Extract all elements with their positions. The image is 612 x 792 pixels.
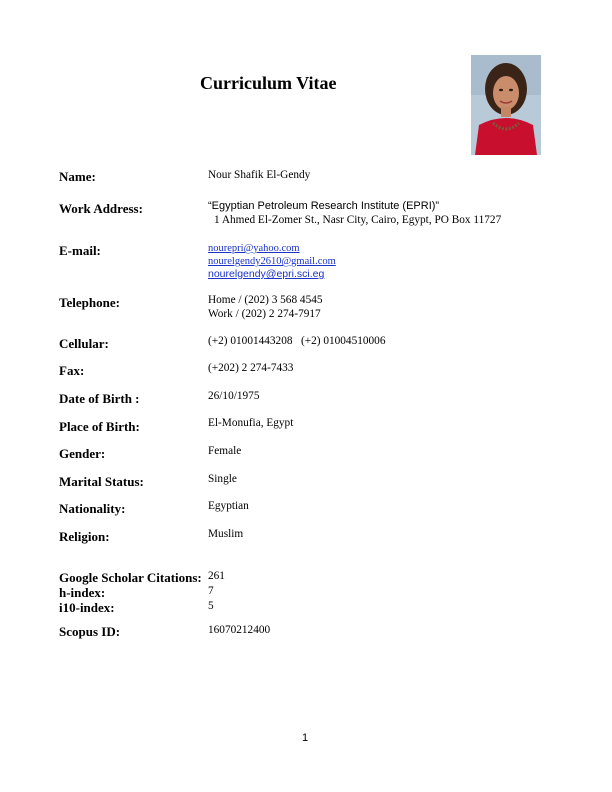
email-link-2[interactable]: nourelgendy2610@gmail.com bbox=[208, 256, 336, 267]
marital-label: Marital Status: bbox=[59, 474, 144, 489]
email-link-1[interactable]: nourepri@yahoo.com bbox=[208, 243, 300, 254]
nationality-value: Egyptian bbox=[208, 500, 249, 512]
email-label: E-mail: bbox=[59, 243, 101, 258]
page-title: Curriculum Vitae bbox=[200, 73, 337, 93]
work-address-line1: “Egyptian Petroleum Research Institute (EPRI)” bbox=[208, 200, 440, 212]
telephone-work: Work / (202) 2 274-7917 bbox=[208, 308, 321, 320]
name-label: Name: bbox=[59, 169, 96, 184]
citations-label: Google Scholar Citations: bbox=[59, 570, 202, 585]
dob-label: Date of Birth : bbox=[59, 391, 140, 406]
scopus-label: Scopus ID: bbox=[59, 624, 121, 639]
work-address-line2: 1 Ahmed El-Zomer St., Nasr City, Cairo, Egypt, PO Box 11727 bbox=[214, 214, 502, 226]
h-index-value: 7 bbox=[208, 585, 214, 597]
profile-photo bbox=[471, 55, 541, 155]
pob-value: El-Monufia, Egypt bbox=[208, 417, 294, 429]
fax-label: Fax: bbox=[59, 363, 85, 378]
gender-label: Gender: bbox=[59, 446, 106, 461]
page-number: 1 bbox=[302, 732, 309, 744]
gender-value: Female bbox=[208, 445, 242, 457]
dob-value: 26/10/1975 bbox=[208, 390, 260, 402]
nationality-label: Nationality: bbox=[59, 501, 126, 516]
marital-value: Single bbox=[208, 473, 237, 485]
i10-index-label: i10-index: bbox=[59, 600, 115, 615]
fax-value: (+202) 2 274-7433 bbox=[208, 362, 294, 374]
scopus-value: 16070212400 bbox=[208, 624, 271, 636]
citations-value: 261 bbox=[208, 570, 225, 582]
religion-label: Religion: bbox=[59, 529, 110, 544]
telephone-home: Home / (202) 3 568 4545 bbox=[208, 294, 323, 306]
name-value: Nour Shafik El-Gendy bbox=[208, 169, 311, 181]
work-address-label: Work Address: bbox=[59, 201, 143, 216]
cellular-label: Cellular: bbox=[59, 336, 109, 351]
religion-value: Muslim bbox=[208, 528, 244, 540]
h-index-label: h-index: bbox=[59, 585, 106, 600]
pob-label: Place of Birth: bbox=[59, 419, 140, 434]
cellular-value: (+2) 01001443208 (+2) 01004510006 bbox=[208, 335, 386, 347]
telephone-label: Telephone: bbox=[59, 295, 120, 310]
i10-index-value: 5 bbox=[208, 600, 214, 612]
email-link-3[interactable]: nourelgendy@epri.sci.eg bbox=[208, 268, 325, 280]
